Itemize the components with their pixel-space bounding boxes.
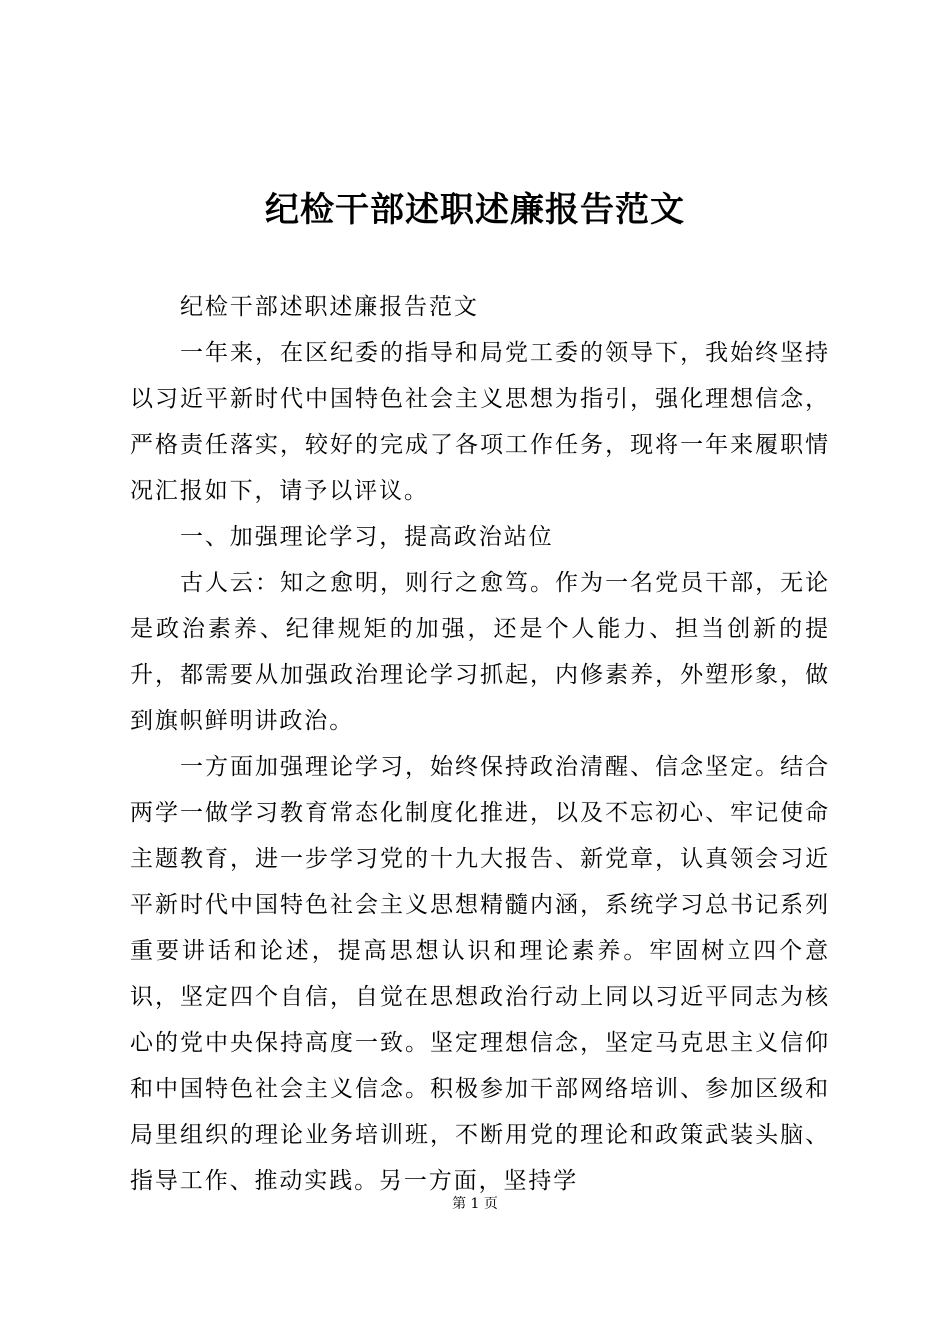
page-number: 第 1 页 [452, 1196, 498, 1212]
body-paragraph: 古人云：知之愈明，则行之愈笃。作为一名党员干部，无论是政治素养、纪律规矩的加强，还是个人能力、担当创新的提升，都需要从加强政治理论学习抓起，内修素养，外塑形象，做到旗帜鲜明讲政治。 [130, 570, 830, 734]
section-heading: 一、加强理论学习，提高政治站位 [180, 524, 554, 550]
document-title: 纪检干部述职述廉报告范文 [265, 190, 685, 230]
body-paragraph: 一年来，在区纪委的指导和局党工委的领导下，我始终坚持以习近平新时代中国特色社会主义思想为指引，强化理想信念，严格责任落实，较好的完成了各项工作任务，现将一年来履职情况汇报如下，请予以评议。 [130, 340, 830, 504]
body-paragraph: 纪检干部述职述廉报告范文 [180, 294, 479, 320]
body-paragraph: 一方面加强理论学习，始终保持政治清醒、信念坚定。结合 两学一做学习教育常态化制度化推进，以及不忘初心、牢记使命主题教育，进一步学习党的十九大报告、新党章，认真领会习近平新时代中国特色社会主义思想精髓内涵，系统学习总书记系列重要讲话和论述，提高思想认识和理论素养。牢固树立四个意识，坚定四个自信，自觉在思想政治行动上同以习近平同志为核心的党中央保持高度一致。坚定理想信念，坚定马克思主义信仰和中国特色社会主义信念。积极参加干部网络培训、参加区级和局里组织的理论业务培训班，不断用党的理论和政策武装头脑、指导工作、推动实践。另一方面，坚持学 [130, 754, 855, 1194]
document-body [130, 284, 855, 1204]
